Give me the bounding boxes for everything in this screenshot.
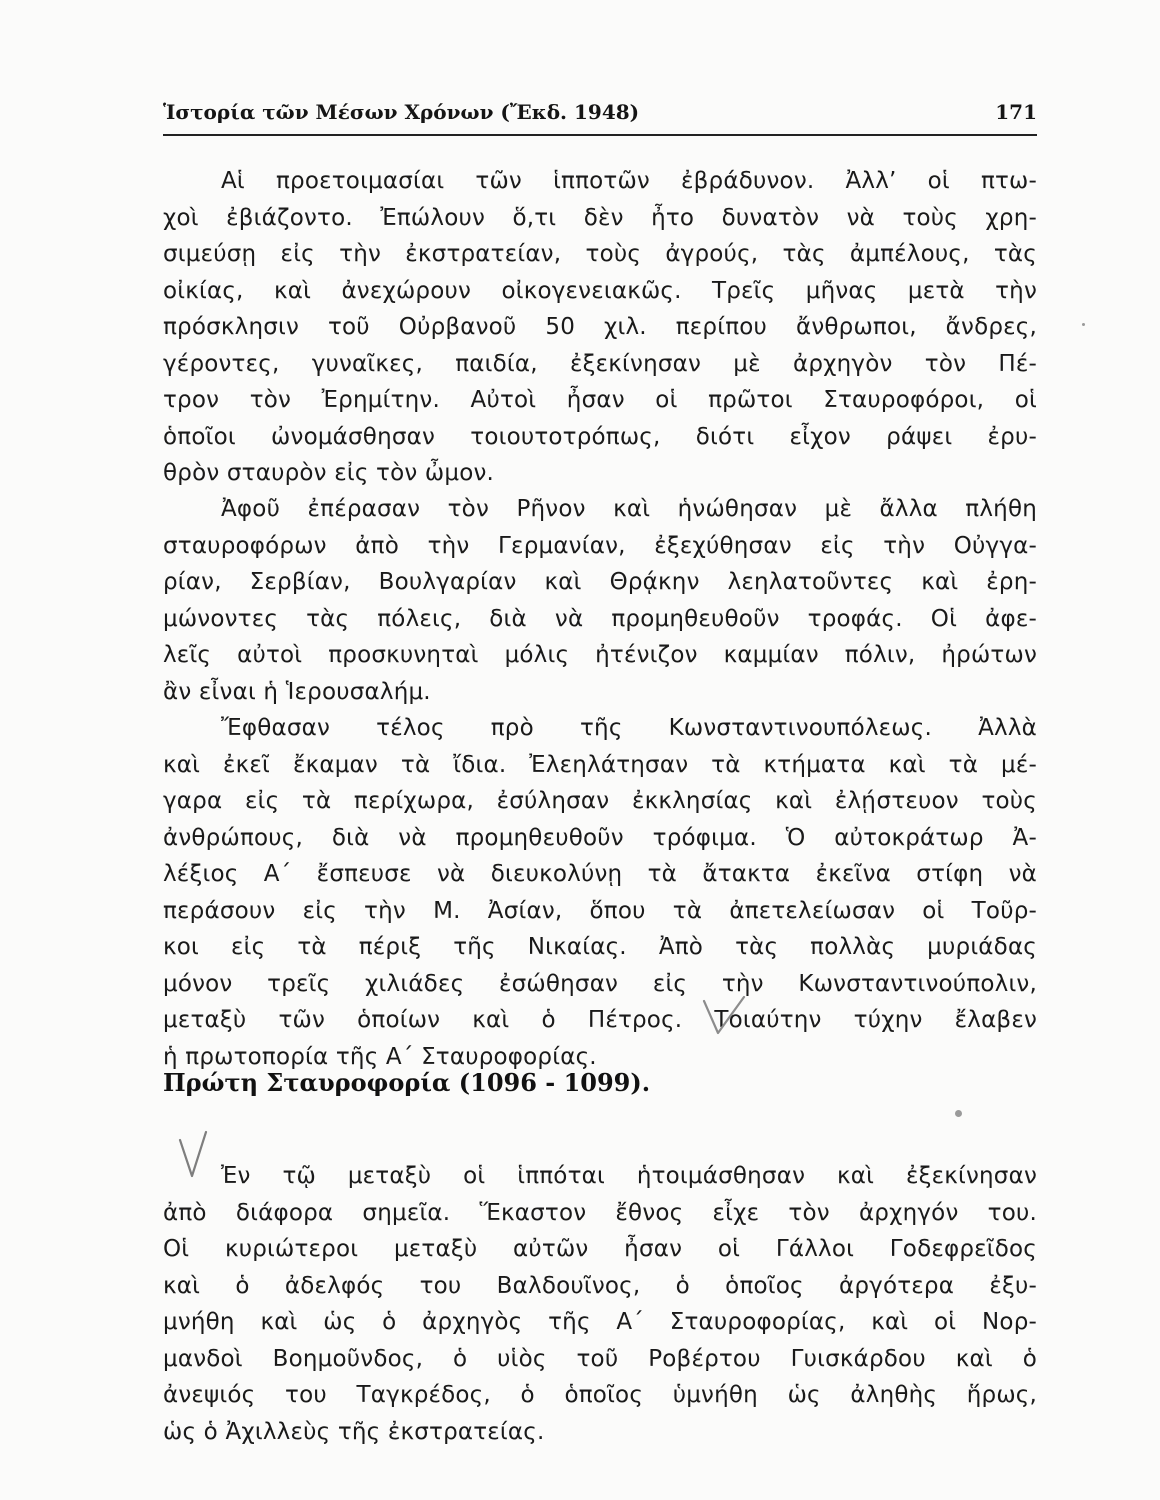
section-heading: Πρώτη Σταυροφορία (1096 - 1099). xyxy=(163,1068,651,1097)
scan-speck xyxy=(955,1110,962,1117)
text-line: Οἱ κυριώτεροι μεταξὺ αὐτῶν ἦσαν οἱ Γάλλοι Γοδεφρεῖδος xyxy=(163,1236,1037,1262)
text-line: ὁποῖοι ὠνομάσθησαν τοιουτοτρόπως, διότι εἶχον ράψει ἐρυ- xyxy=(163,423,1037,450)
text-line: τρον τὸν Ἐρημίτην. Αὐτοὶ ἦσαν οἱ πρῶτοι Σταυροφόροι, οἱ xyxy=(163,387,1037,413)
text-line: ἀπὸ διάφορα σημεῖα. Ἕκαστον ἔθνος εἶχε τὸν ἀρχηγόν του. xyxy=(163,1199,1037,1226)
text-line: μώνοντες τὰς πόλεις, διὰ νὰ προμηθευθοῦν τροφάς. Οἱ ἀφε- xyxy=(163,605,1037,632)
running-title: Ἱστορία τῶν Μέσων Χρόνων (Ἔκδ. 1948) xyxy=(163,100,640,124)
text-line: ἀνεψιός του Ταγκρέδος, ὁ ὁποῖος ὑμνήθη ὡς ἀληθὴς ἥρως, xyxy=(163,1382,1037,1408)
text-line: ἀνθρώπους, διὰ νὰ προμηθευθοῦν τρόφιμα. Ὁ αὐτοκράτωρ Ἀ- xyxy=(163,824,1037,851)
paragraph-first-crusade xyxy=(163,1158,1037,1450)
text-line: λεῖς αὐτοὶ προσκυνηταὶ μόλις ἠτένιζον καμμίαν πόλιν, ἠρώτων xyxy=(163,642,1037,668)
text-line: οἰκίας, καὶ ἀνεχώρουν οἰκογενειακῶς. Τρεῖς μῆνας μετὰ τὴν xyxy=(163,277,1037,304)
text-line: σταυροφόρων ἀπὸ τὴν Γερμανίαν, ἐξεχύθησαν εἰς τὴν Οὐγγα- xyxy=(163,532,1037,559)
text-line: ὡς ὁ Ἀχιλλεὺς τῆς ἐκστρατείας. xyxy=(163,1418,545,1445)
text-line: χοὶ ἐβιάζοντο. Ἐπώλουν ὅ,τι δὲν ἦτο δυνατὸν νὰ τοὺς χρη- xyxy=(163,204,1037,231)
header-rule xyxy=(163,134,1037,136)
text-line: καὶ ὁ ἀδελφός του Βαλδουῖνος, ὁ ὁποῖος ἀργότερα ἐξυ- xyxy=(163,1272,1037,1299)
scan-speck xyxy=(1082,323,1085,326)
text-line: ρίαν, Σερβίαν, Βουλγαρίαν καὶ Θρᾴκην λεηλατοῦντες καὶ ἐρη- xyxy=(163,569,1037,595)
text-line: πρόσκλησιν τοῦ Οὐρβανοῦ 50 χιλ. περίπου ἄνθρωποι, ἄνδρες, xyxy=(163,314,1037,340)
text-line: γέροντες, γυναῖκες, παιδία, ἐξεκίνησαν μὲ ἀρχηγὸν τὸν Πέ- xyxy=(163,350,1037,377)
text-line: Ἀφοῦ ἐπέρασαν τὸν Ρῆνον καὶ ἡνώθησαν μὲ ἄλλα πλήθη xyxy=(221,496,1037,522)
page-number: 171 xyxy=(995,100,1037,124)
text-line: λέξιος Α΄ ἔσπευσε νὰ διευκολύνῃ τὰ ἄτακτα ἐκεῖνα στίφη νὰ xyxy=(163,861,1037,887)
text-line: μνήθη καὶ ὡς ὁ ἀρχηγὸς τῆς Α΄ Σταυροφορίας, καὶ οἱ Νορ- xyxy=(163,1309,1037,1335)
text-line: Αἱ προετοιμασίαι τῶν ἱπποτῶν ἐβράδυνον. Ἀλλ’ οἱ πτω- xyxy=(221,168,1037,194)
text-line: μόνον τρεῖς χιλιάδες ἐσώθησαν εἰς τὴν Κωνσταντινούπολιν, xyxy=(163,970,1037,997)
running-header xyxy=(163,100,1037,130)
paragraph-preparations xyxy=(163,163,1037,492)
text-line: μεταξὺ τῶν ὁποίων καὶ ὁ Πέτρος. Τοιαύτην τύχην ἔλαβεν xyxy=(163,1007,1037,1033)
text-line: μανδοὶ Βοημοῦνδος, ὁ υἱὸς τοῦ Ροβέρτου Γυισκάρδου καὶ ὁ xyxy=(163,1345,1037,1372)
paragraph-rhine-crossing xyxy=(163,491,1037,710)
text-line: καὶ ἐκεῖ ἔκαμαν τὰ ἴδια. Ἐλεηλάτησαν τὰ κτήματα καὶ τὰ μέ- xyxy=(163,751,1037,778)
text-line: σιμεύσῃ εἰς τὴν ἐκστρατείαν, τοὺς ἀγρούς, τὰς ἀμπέλους, τὰς xyxy=(163,241,1037,267)
text-line: θρὸν σταυρὸν εἰς τὸν ὦμον. xyxy=(163,460,495,486)
text-line: ἂν εἶναι ἡ Ἱερουσαλήμ. xyxy=(163,678,431,705)
text-line: Ἔφθασαν τέλος πρὸ τῆς Κωνσταντινουπόλεως. Ἀλλὰ xyxy=(221,715,1037,741)
text-line: Ἐν τῷ μεταξὺ οἱ ἱππόται ἡτοιμάσθησαν καὶ ἐξεκίνησαν xyxy=(221,1163,1037,1189)
text-line: γαρα εἰς τὰ περίχωρα, ἐσύλησαν ἐκκλησίας καὶ ἐλῄστευον τοὺς xyxy=(163,788,1037,814)
paragraph-constantinople xyxy=(163,710,1037,1075)
text-line: κοι εἰς τὰ πέριξ τῆς Νικαίας. Ἀπὸ τὰς πολλὰς μυριάδας xyxy=(163,934,1037,960)
text-line: ἡ πρωτοπορία τῆς Α΄ Σταυροφορίας. xyxy=(163,1043,597,1070)
text-line: περάσουν εἰς τὴν Μ. Ἀσίαν, ὅπου τὰ ἀπετελείωσαν οἱ Τοῦρ- xyxy=(163,897,1037,924)
